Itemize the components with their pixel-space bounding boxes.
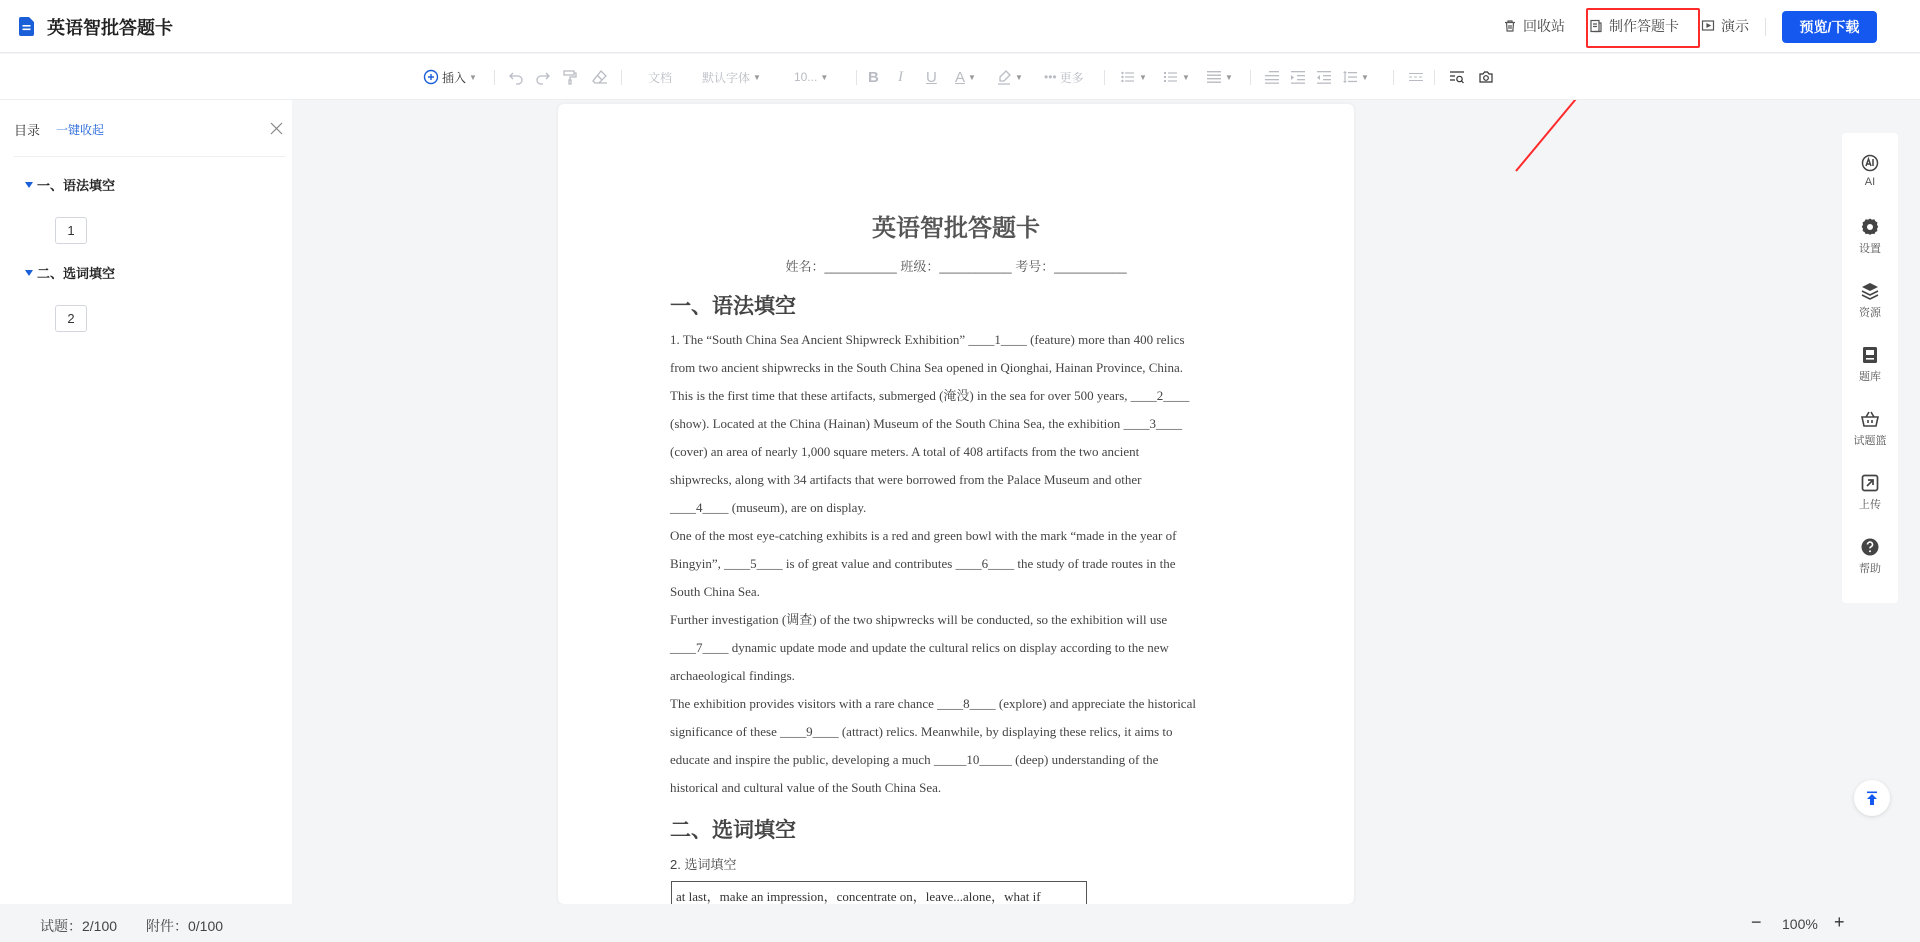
gear-icon (1860, 217, 1880, 237)
document-page[interactable] (558, 104, 1354, 904)
font-size-value: 10... (794, 70, 818, 84)
passage-line: (cover) an area of nearly 1,000 square meters. A total of 408 artifacts from the two ancient (670, 444, 1140, 459)
attachment-count: 附件：0/100 (146, 918, 224, 934)
rail-question-basket[interactable] (1842, 409, 1898, 459)
rail-label: 设置 (1859, 243, 1881, 255)
more-dots-icon: ••• (1044, 70, 1057, 84)
document-icon (19, 17, 34, 36)
underline-button[interactable] (926, 67, 937, 87)
italic-button[interactable] (898, 67, 903, 87)
zoom-in-button[interactable]: + (1834, 912, 1845, 932)
layers-icon (1860, 281, 1880, 301)
ai-icon (1860, 153, 1880, 173)
outline-panel (0, 100, 292, 904)
help-icon (1860, 537, 1880, 557)
numbered-list-button[interactable] (1163, 67, 1190, 87)
find-replace-button[interactable] (1449, 67, 1465, 87)
outline-question-1[interactable]: 1 (55, 217, 87, 244)
line-spacing-icon (1342, 69, 1358, 85)
question-bank-icon (1860, 345, 1880, 365)
passage-line: ____7____ dynamic update mode and update the cultural relics on display according to the new (670, 640, 1169, 655)
indent-first-line-icon (1264, 69, 1280, 85)
app-header (0, 0, 1920, 53)
first-line-indent-button[interactable] (1264, 67, 1280, 87)
document-title: 英语智批答题卡 (872, 215, 1040, 242)
toolbar-divider (1434, 70, 1435, 85)
student-info-line: 姓名：__________ 班级：__________ 考号：__________ (785, 259, 1127, 274)
more-button[interactable] (1044, 67, 1084, 87)
indent-increase-icon (1290, 69, 1306, 85)
toolbar-divider (1104, 70, 1105, 85)
toolbar-divider (494, 70, 495, 85)
rail-settings[interactable] (1842, 217, 1898, 267)
plus-circle-icon (423, 69, 439, 85)
grammar-passage (670, 326, 1260, 802)
clear-format-button[interactable] (592, 67, 608, 87)
caret-down-icon (25, 182, 33, 188)
outline-section-label: 二、选词填空 (37, 266, 116, 281)
align-justify-icon (1206, 69, 1222, 85)
indent-decrease-button[interactable] (1316, 67, 1332, 87)
arrow-up-to-top-icon (1864, 790, 1880, 806)
undo-icon (508, 69, 524, 85)
bullet-list-button[interactable] (1120, 67, 1147, 87)
right-tool-rail (1842, 133, 1898, 603)
zoom-out-button[interactable]: − (1751, 912, 1762, 932)
trash-icon (1503, 19, 1517, 33)
app-title: 英语智批答题卡 (47, 18, 173, 38)
rail-label: AI (1864, 176, 1876, 188)
rail-upload[interactable] (1842, 473, 1898, 523)
status-bar (0, 904, 1920, 942)
passage-line: Further investigation (调查) of the two shipwrecks will be conducted, so the exhibition will use (670, 612, 1168, 627)
present-label: 演示 (1721, 18, 1749, 34)
passage-line: ____4____ (museum), are on display. (670, 500, 867, 515)
eraser-icon (592, 69, 608, 85)
format-painter-button[interactable] (562, 67, 578, 87)
recycle-bin-label: 回收站 (1523, 18, 1565, 34)
close-icon[interactable] (270, 122, 283, 135)
find-replace-icon (1449, 69, 1465, 85)
passage-line: shipwrecks, along with 34 artifacts that were borrowed from the Palace Museum and other (670, 472, 1142, 487)
more-label: 更多 (1059, 70, 1084, 85)
chevron-down-icon: ▼ (1015, 72, 1023, 82)
outline-section-grammar[interactable] (25, 175, 115, 194)
underline-icon: U (926, 68, 937, 86)
passage-line: educate and inspire the public, developing a much _____10_____ (deep) understanding of the (670, 752, 1159, 767)
passage-line: significance of these ____9____ (attract) relics. Meanwhile, by displaying these relics, it aims to (670, 724, 1173, 739)
question-2-label: 2. 选词填空 (670, 857, 737, 872)
horizontal-rule-icon (1408, 69, 1424, 85)
passage-line: The exhibition provides visitors with a rare chance ____8____ (explore) and appreciate the historical (670, 696, 1196, 711)
chevron-down-icon: ▼ (1225, 72, 1233, 82)
passage-line: 1. The “South China Sea Ancient Shipwreck Exhibition” ____1____ (feature) more than 400 relics (670, 332, 1185, 347)
font-family-value: 默认字体 (702, 70, 751, 85)
chevron-down-icon: ▼ (1182, 72, 1190, 82)
align-button[interactable] (1206, 67, 1233, 87)
numbered-list-icon (1163, 69, 1179, 85)
passage-line: (show). Located at the China (Hainan) Museum of the South China Sea, the exhibition ____3____ (670, 416, 1182, 431)
word-bank-box: at last，make an impression，concentrate on，leave...alone，what if (671, 881, 1087, 904)
chevron-down-icon: ▼ (1361, 72, 1369, 82)
editor-toolbar (0, 54, 1920, 100)
bold-button[interactable] (868, 67, 879, 87)
section-heading-grammar: 一、语法填空 (670, 295, 796, 318)
passage-line: One of the most eye-catching exhibits is a red and green bowl with the mark “made in the year of (670, 528, 1177, 543)
outline-title: 目录 (14, 123, 41, 138)
toolbar-divider (856, 70, 857, 85)
passage-line: Bingyin”, ____5____ is of great value and contributes ____6____ the study of trade routes in the (670, 556, 1176, 571)
paint-brush-icon (562, 69, 578, 85)
outline-section-word-choice[interactable] (25, 263, 115, 282)
paragraph-style-select[interactable] (648, 67, 672, 87)
insert-label: 插入 (442, 70, 467, 85)
redo-button[interactable] (535, 67, 551, 87)
camera-icon (1478, 69, 1494, 85)
passage-line: archaeological findings. (670, 668, 795, 683)
font-color-button[interactable] (955, 67, 976, 87)
font-size-select[interactable] (794, 67, 828, 87)
toolbar-divider (621, 70, 622, 85)
paragraph-style-value: 文档 (648, 70, 673, 85)
italic-icon: I (898, 68, 903, 85)
divider-line-button[interactable] (1408, 67, 1424, 87)
collapse-all-link[interactable]: 一键收起 (56, 123, 105, 137)
zoom-level: 100% (1782, 916, 1818, 932)
basket-icon (1860, 409, 1880, 429)
rail-label: 资源 (1859, 307, 1881, 319)
insert-menu[interactable] (423, 67, 477, 87)
outline-divider (14, 156, 286, 157)
font-family-select[interactable] (702, 67, 761, 87)
chevron-down-icon: ▼ (820, 72, 829, 82)
caret-down-icon (25, 270, 33, 276)
passage-line: South China Sea. (670, 584, 760, 599)
present-button[interactable] (1701, 16, 1749, 36)
header-divider (1765, 18, 1766, 36)
bullet-list-icon (1120, 69, 1136, 85)
passage-line: from two ancient shipwrecks in the South China Sea opened in Qionghai, Hainan Province, China. (670, 360, 1184, 375)
rail-ai[interactable] (1842, 153, 1898, 203)
section-heading-word-choice: 二、选词填空 (670, 819, 796, 842)
question-count: 试题：2/100 (40, 918, 118, 934)
screenshot-button[interactable] (1478, 67, 1494, 87)
outline-section-label: 一、语法填空 (37, 178, 116, 193)
highlight-color-button[interactable] (996, 67, 1023, 87)
rail-label: 帮助 (1859, 563, 1881, 575)
rail-resources[interactable] (1842, 281, 1898, 331)
chevron-down-icon: ▼ (469, 72, 477, 82)
toolbar-divider (1393, 70, 1394, 85)
upload-icon (1860, 473, 1880, 493)
indent-increase-button[interactable] (1290, 67, 1306, 87)
rail-help[interactable] (1842, 537, 1898, 587)
rail-label: 题库 (1859, 371, 1881, 383)
bold-icon: B (868, 68, 879, 86)
recycle-bin-button[interactable] (1503, 16, 1565, 36)
chevron-down-icon: ▼ (968, 72, 976, 82)
font-color-icon: A (955, 68, 966, 86)
redo-icon (535, 69, 551, 85)
highlight-box (1586, 8, 1700, 48)
line-spacing-button[interactable] (1342, 67, 1369, 87)
chevron-down-icon: ▼ (753, 72, 761, 82)
undo-button[interactable] (508, 67, 524, 87)
outline-question-2[interactable]: 2 (55, 305, 87, 332)
highlighter-icon (996, 69, 1012, 85)
indent-decrease-icon (1316, 69, 1332, 85)
rail-question-bank[interactable] (1842, 345, 1898, 395)
back-to-top-button[interactable] (1854, 780, 1890, 816)
make-answer-card-label: 制作答题卡 (1609, 18, 1679, 34)
rail-label: 试题篮 (1853, 435, 1887, 447)
present-icon (1701, 19, 1715, 33)
preview-download-button[interactable]: 预览/下载 (1782, 11, 1877, 43)
chevron-down-icon: ▼ (1139, 72, 1147, 82)
toolbar-divider (1250, 70, 1251, 85)
passage-line: This is the first time that these artifacts, submerged (淹没) in the sea for over 500 years, ____2____ (670, 388, 1190, 403)
passage-line: historical and cultural value of the South China Sea. (670, 780, 942, 795)
rail-label: 上传 (1859, 499, 1881, 511)
